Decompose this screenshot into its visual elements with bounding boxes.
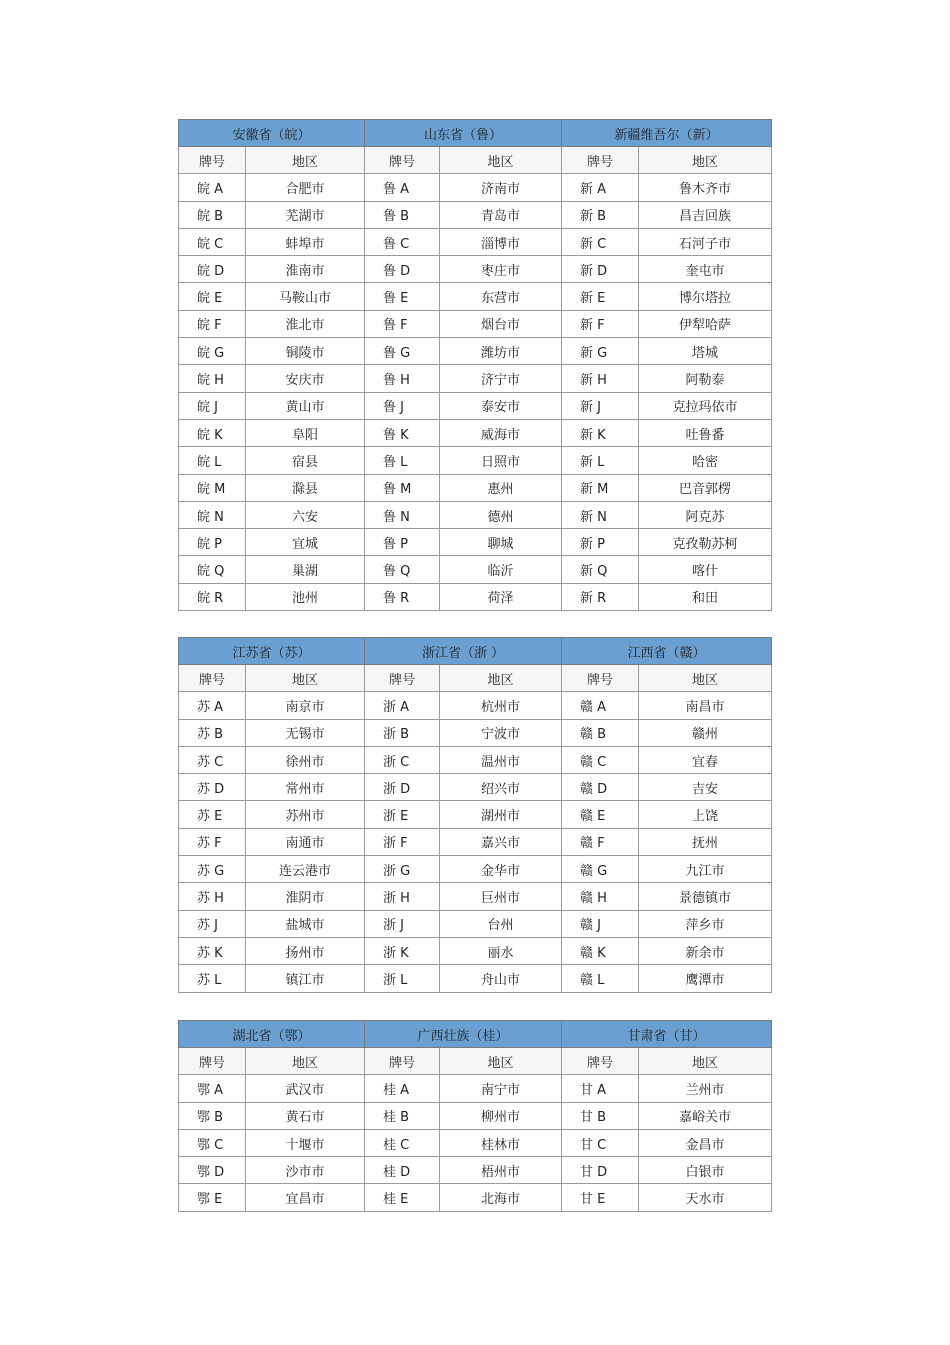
region-header: 地区 (639, 1048, 772, 1075)
region-cell: 哈密 (639, 447, 772, 474)
province-header-row (179, 638, 772, 665)
table-row (179, 310, 772, 337)
province-header: 江苏省（苏） (179, 638, 365, 665)
plate-code-cell: 赣 C (562, 746, 639, 773)
plate-code-cell: 新 K (562, 419, 639, 446)
region-header: 地区 (639, 665, 772, 692)
plate-code-cell: 浙 B (365, 719, 440, 746)
region-cell: 沙市市 (246, 1157, 365, 1184)
table-row (179, 856, 772, 883)
region-cell: 武汉市 (246, 1075, 365, 1102)
region-cell: 芜湖市 (246, 201, 365, 228)
region-header: 地区 (440, 1048, 562, 1075)
plate-code-cell: 皖 C (179, 228, 246, 255)
region-cell: 常州市 (246, 774, 365, 801)
plate-code-cell: 皖 N (179, 501, 246, 528)
region-cell: 六安 (246, 501, 365, 528)
region-cell: 抚州 (639, 828, 772, 855)
plate-code-cell: 甘 A (562, 1075, 639, 1102)
plate-code-cell: 新 E (562, 283, 639, 310)
plate-code-cell: 甘 E (562, 1184, 639, 1211)
region-cell: 淮北市 (246, 310, 365, 337)
region-cell: 柳州市 (440, 1102, 562, 1129)
plate-code-cell: 新 A (562, 174, 639, 201)
table-row (179, 1102, 772, 1129)
plate-code-cell: 赣 L (562, 965, 639, 992)
plate-code-cell: 鲁 R (365, 583, 440, 610)
region-cell: 蚌埠市 (246, 228, 365, 255)
region-cell: 梧州市 (440, 1157, 562, 1184)
region-cell: 东营市 (440, 283, 562, 310)
plate-code-cell: 鲁 L (365, 447, 440, 474)
region-cell: 鲁木齐市 (639, 174, 772, 201)
province-header: 山东省（鲁） (365, 120, 562, 147)
province-header: 湖北省（鄂） (179, 1021, 365, 1048)
table-row (179, 556, 772, 583)
plate-code-header: 牌号 (562, 1048, 639, 1075)
plate-code-header: 牌号 (179, 1048, 246, 1075)
region-cell: 枣庄市 (440, 256, 562, 283)
plate-code-cell: 新 P (562, 529, 639, 556)
region-cell: 南昌市 (639, 692, 772, 719)
plate-code-cell: 赣 F (562, 828, 639, 855)
province-header-row (179, 1021, 772, 1048)
region-cell: 舟山市 (440, 965, 562, 992)
table-row (179, 965, 772, 992)
column-header-row (179, 147, 772, 174)
plate-code-cell: 苏 F (179, 828, 246, 855)
plate-code-cell: 苏 A (179, 692, 246, 719)
plate-code-cell: 皖 G (179, 338, 246, 365)
plate-code-cell: 浙 D (365, 774, 440, 801)
region-header: 地区 (246, 1048, 365, 1075)
province-header: 甘肃省（甘） (562, 1021, 772, 1048)
region-cell: 湖州市 (440, 801, 562, 828)
plate-code-cell: 赣 E (562, 801, 639, 828)
table-row (179, 447, 772, 474)
plate-code-cell: 新 R (562, 583, 639, 610)
region-cell: 日照市 (440, 447, 562, 474)
region-header: 地区 (440, 147, 562, 174)
region-cell: 济南市 (440, 174, 562, 201)
plate-code-cell: 皖 L (179, 447, 246, 474)
plate-code-header: 牌号 (562, 665, 639, 692)
plate-code-cell: 苏 L (179, 965, 246, 992)
region-cell: 宜春 (639, 746, 772, 773)
plate-code-cell: 新 G (562, 338, 639, 365)
region-cell: 阜阳 (246, 419, 365, 446)
region-header: 地区 (639, 147, 772, 174)
region-cell: 合肥市 (246, 174, 365, 201)
plate-code-cell: 桂 D (365, 1157, 440, 1184)
table-row (179, 174, 772, 201)
table-row (179, 746, 772, 773)
plate-code-cell: 鲁 A (365, 174, 440, 201)
plate-code-cell: 赣 H (562, 883, 639, 910)
region-cell: 聊城 (440, 529, 562, 556)
province-header: 新疆维吾尔（新） (562, 120, 772, 147)
plate-code-cell: 皖 F (179, 310, 246, 337)
region-cell: 北海市 (440, 1184, 562, 1211)
region-cell: 南京市 (246, 692, 365, 719)
plate-code-cell: 赣 K (562, 937, 639, 964)
plate-code-cell: 鲁 P (365, 529, 440, 556)
plate-code-cell: 鲁 M (365, 474, 440, 501)
region-cell: 淮南市 (246, 256, 365, 283)
table-row (179, 419, 772, 446)
plate-code-cell: 新 B (562, 201, 639, 228)
region-cell: 青岛市 (440, 201, 562, 228)
table-row (179, 338, 772, 365)
plate-code-cell: 苏 B (179, 719, 246, 746)
plate-code-cell: 皖 A (179, 174, 246, 201)
region-cell: 天水市 (639, 1184, 772, 1211)
region-cell: 马鞍山市 (246, 283, 365, 310)
region-cell: 桂林市 (440, 1129, 562, 1156)
plate-code-header: 牌号 (179, 665, 246, 692)
region-cell: 无锡市 (246, 719, 365, 746)
plate-code-cell: 鲁 B (365, 201, 440, 228)
plate-code-cell: 鄂 E (179, 1184, 246, 1211)
table-row (179, 474, 772, 501)
region-cell: 黄山市 (246, 392, 365, 419)
region-cell: 淄博市 (440, 228, 562, 255)
plate-code-cell: 浙 G (365, 856, 440, 883)
plate-code-cell: 鲁 G (365, 338, 440, 365)
region-header: 地区 (440, 665, 562, 692)
table-row (179, 583, 772, 610)
region-cell: 连云港市 (246, 856, 365, 883)
province-header: 安徽省（皖） (179, 120, 365, 147)
plate-code-cell: 鄂 B (179, 1102, 246, 1129)
plate-code-header: 牌号 (179, 147, 246, 174)
table-row (179, 883, 772, 910)
plate-code-cell: 皖 J (179, 392, 246, 419)
table-row (179, 529, 772, 556)
region-cell: 博尔塔拉 (639, 283, 772, 310)
plate-code-header: 牌号 (365, 665, 440, 692)
plate-code-cell: 浙 A (365, 692, 440, 719)
region-cell: 萍乡市 (639, 910, 772, 937)
region-cell: 苏州市 (246, 801, 365, 828)
table-row (179, 228, 772, 255)
region-cell: 铜陵市 (246, 338, 365, 365)
region-cell: 盐城市 (246, 910, 365, 937)
region-cell: 黄石市 (246, 1102, 365, 1129)
plate-code-cell: 皖 E (179, 283, 246, 310)
region-cell: 克孜勒苏柯 (639, 529, 772, 556)
plate-code-header: 牌号 (365, 147, 440, 174)
plate-code-cell: 新 N (562, 501, 639, 528)
plate-code-cell: 新 F (562, 310, 639, 337)
table-row (179, 283, 772, 310)
plate-code-cell: 皖 B (179, 201, 246, 228)
plate-code-cell: 皖 D (179, 256, 246, 283)
region-cell: 克拉玛依市 (639, 392, 772, 419)
plate-code-cell: 新 H (562, 365, 639, 392)
plate-code-cell: 甘 C (562, 1129, 639, 1156)
province-header: 广西壮族（桂） (365, 1021, 562, 1048)
plate-code-cell: 鲁 D (365, 256, 440, 283)
plate-code-cell: 桂 B (365, 1102, 440, 1129)
region-cell: 阿勒泰 (639, 365, 772, 392)
plate-code-cell: 浙 L (365, 965, 440, 992)
region-cell: 宁波市 (440, 719, 562, 746)
plate-code-cell: 新 L (562, 447, 639, 474)
table-row (179, 801, 772, 828)
plate-code-header: 牌号 (365, 1048, 440, 1075)
plate-code-cell: 皖 M (179, 474, 246, 501)
region-cell: 宜昌市 (246, 1184, 365, 1211)
province-header: 浙江省（浙 ） (365, 638, 562, 665)
table-row (179, 1184, 772, 1211)
plate-code-cell: 赣 G (562, 856, 639, 883)
plate-code-cell: 赣 D (562, 774, 639, 801)
table-row (179, 256, 772, 283)
region-cell: 济宁市 (440, 365, 562, 392)
plate-code-cell: 苏 D (179, 774, 246, 801)
region-cell: 吉安 (639, 774, 772, 801)
region-cell: 安庆市 (246, 365, 365, 392)
plate-code-cell: 赣 A (562, 692, 639, 719)
region-cell: 和田 (639, 583, 772, 610)
region-cell: 嘉峪关市 (639, 1102, 772, 1129)
column-header-row (179, 665, 772, 692)
table-row (179, 937, 772, 964)
table-row (179, 392, 772, 419)
region-cell: 淮阴市 (246, 883, 365, 910)
region-cell: 昌吉回族 (639, 201, 772, 228)
region-cell: 潍坊市 (440, 338, 562, 365)
region-cell: 十堰市 (246, 1129, 365, 1156)
region-header: 地区 (246, 665, 365, 692)
column-header-row (179, 1048, 772, 1075)
table-row (179, 501, 772, 528)
region-cell: 巴音郭楞 (639, 474, 772, 501)
plate-code-cell: 新 Q (562, 556, 639, 583)
region-cell: 温州市 (440, 746, 562, 773)
plate-code-cell: 鲁 K (365, 419, 440, 446)
plate-code-cell: 甘 B (562, 1102, 639, 1129)
region-cell: 巨州市 (440, 883, 562, 910)
plate-table-anhui-shandong-xinjiang (178, 119, 772, 611)
plate-code-cell: 鲁 J (365, 392, 440, 419)
table-row (179, 1157, 772, 1184)
table-row (179, 1129, 772, 1156)
region-cell: 镇江市 (246, 965, 365, 992)
region-cell: 池州 (246, 583, 365, 610)
plate-code-cell: 苏 H (179, 883, 246, 910)
plate-code-cell: 新 M (562, 474, 639, 501)
region-cell: 喀什 (639, 556, 772, 583)
region-cell: 嘉兴市 (440, 828, 562, 855)
plate-code-cell: 新 C (562, 228, 639, 255)
region-cell: 阿克苏 (639, 501, 772, 528)
plate-code-cell: 鲁 H (365, 365, 440, 392)
plate-code-cell: 甘 D (562, 1157, 639, 1184)
plate-code-cell: 苏 K (179, 937, 246, 964)
region-cell: 上饶 (639, 801, 772, 828)
plate-code-cell: 浙 C (365, 746, 440, 773)
region-cell: 石河子市 (639, 228, 772, 255)
region-cell: 塔城 (639, 338, 772, 365)
region-cell: 宿县 (246, 447, 365, 474)
region-cell: 惠州 (440, 474, 562, 501)
plate-code-cell: 苏 E (179, 801, 246, 828)
plate-table-hubei-guangxi-gansu (178, 1020, 772, 1212)
region-cell: 奎屯市 (639, 256, 772, 283)
plate-code-cell: 鄂 D (179, 1157, 246, 1184)
table-row (179, 692, 772, 719)
plate-code-cell: 浙 J (365, 910, 440, 937)
region-cell: 景德镇市 (639, 883, 772, 910)
plate-code-cell: 苏 J (179, 910, 246, 937)
plate-table-jiangsu-zhejiang-jiangxi (178, 637, 772, 993)
region-cell: 徐州市 (246, 746, 365, 773)
region-cell: 威海市 (440, 419, 562, 446)
plate-code-cell: 苏 C (179, 746, 246, 773)
plate-code-cell: 皖 R (179, 583, 246, 610)
plate-code-cell: 皖 H (179, 365, 246, 392)
region-cell: 泰安市 (440, 392, 562, 419)
plate-code-cell: 鄂 C (179, 1129, 246, 1156)
region-cell: 扬州市 (246, 937, 365, 964)
plate-code-cell: 浙 E (365, 801, 440, 828)
region-cell: 吐鲁番 (639, 419, 772, 446)
table-row (179, 201, 772, 228)
plate-code-cell: 鲁 C (365, 228, 440, 255)
plate-code-cell: 赣 J (562, 910, 639, 937)
plate-code-cell: 赣 B (562, 719, 639, 746)
plate-code-cell: 鲁 E (365, 283, 440, 310)
region-cell: 赣州 (639, 719, 772, 746)
table-row (179, 719, 772, 746)
plate-code-cell: 新 J (562, 392, 639, 419)
plate-code-cell: 鲁 F (365, 310, 440, 337)
region-cell: 新余市 (639, 937, 772, 964)
region-cell: 鹰潭市 (639, 965, 772, 992)
region-cell: 烟台市 (440, 310, 562, 337)
plate-code-cell: 桂 A (365, 1075, 440, 1102)
region-cell: 伊犁哈萨 (639, 310, 772, 337)
plate-code-cell: 桂 E (365, 1184, 440, 1211)
region-cell: 宜城 (246, 529, 365, 556)
plate-code-cell: 皖 P (179, 529, 246, 556)
table-row (179, 365, 772, 392)
plate-code-cell: 鲁 N (365, 501, 440, 528)
region-cell: 九江市 (639, 856, 772, 883)
province-header-row (179, 120, 772, 147)
plate-code-cell: 苏 G (179, 856, 246, 883)
region-cell: 临沂 (440, 556, 562, 583)
region-cell: 荷泽 (440, 583, 562, 610)
plate-code-cell: 新 D (562, 256, 639, 283)
table-row (179, 1075, 772, 1102)
table-row (179, 910, 772, 937)
table-row (179, 828, 772, 855)
plate-code-cell: 浙 K (365, 937, 440, 964)
region-cell: 金昌市 (639, 1129, 772, 1156)
region-cell: 白银市 (639, 1157, 772, 1184)
plate-code-cell: 皖 Q (179, 556, 246, 583)
region-cell: 杭州市 (440, 692, 562, 719)
plate-code-cell: 鲁 Q (365, 556, 440, 583)
table-row (179, 774, 772, 801)
plate-code-cell: 浙 F (365, 828, 440, 855)
plate-code-cell: 浙 H (365, 883, 440, 910)
region-cell: 南宁市 (440, 1075, 562, 1102)
region-cell: 巢湖 (246, 556, 365, 583)
region-cell: 德州 (440, 501, 562, 528)
region-cell: 南通市 (246, 828, 365, 855)
region-cell: 滁县 (246, 474, 365, 501)
region-cell: 绍兴市 (440, 774, 562, 801)
region-cell: 金华市 (440, 856, 562, 883)
plate-code-cell: 鄂 A (179, 1075, 246, 1102)
plate-code-cell: 皖 K (179, 419, 246, 446)
region-cell: 台州 (440, 910, 562, 937)
region-cell: 兰州市 (639, 1075, 772, 1102)
region-header: 地区 (246, 147, 365, 174)
plate-code-header: 牌号 (562, 147, 639, 174)
province-header: 江西省（赣） (562, 638, 772, 665)
region-cell: 丽水 (440, 937, 562, 964)
plate-code-cell: 桂 C (365, 1129, 440, 1156)
